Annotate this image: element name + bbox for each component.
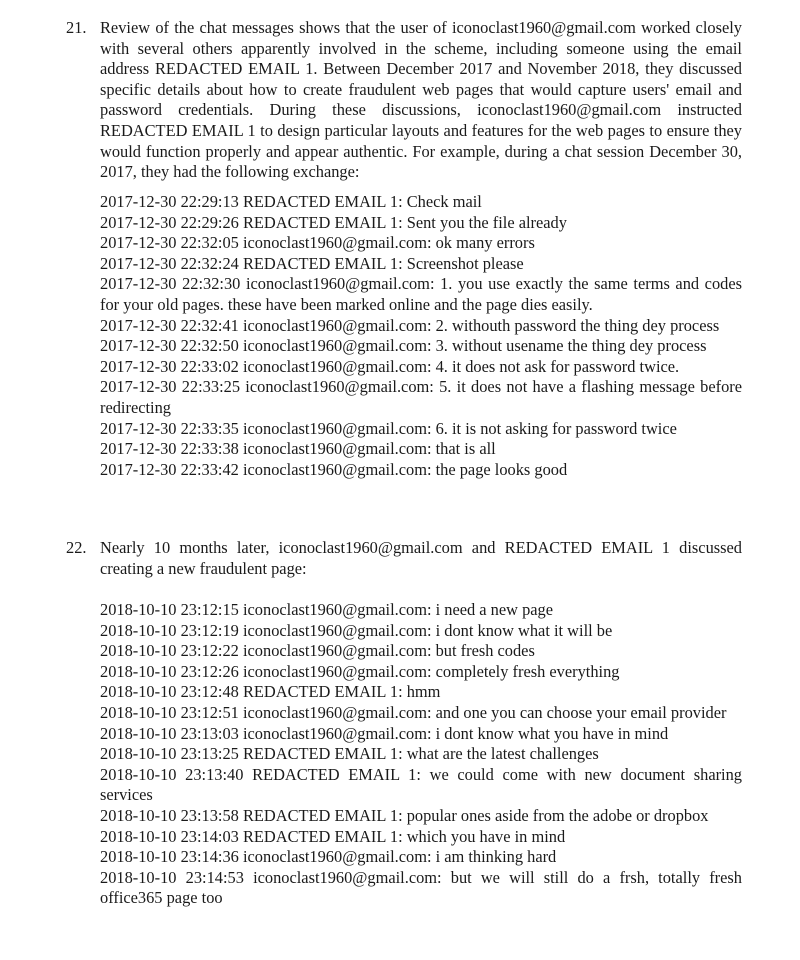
message-sender: REDACTED EMAIL 1: [242, 826, 399, 846]
message-text: that is all: [435, 439, 496, 459]
message-text: i am thinking hard: [435, 847, 557, 867]
message-timestamp: 2017-12-30 22:29:26: [100, 212, 239, 232]
chat-message: 2018-10-10 23:12:48 REDACTED EMAIL 1: hmm: [100, 682, 441, 702]
chat-message: 2018-10-10 23:14:36 iconoclast1960@gmail.com: i am thinking hard: [100, 847, 557, 867]
chat-message: 2018-10-10 23:13:40 REDACTED EMAIL 1: we could come with new document sharing services: [100, 764, 743, 805]
message-sender: iconoclast1960@gmail.com: [242, 439, 427, 459]
message-text: and one you can choose your email provider: [435, 702, 727, 722]
message-timestamp: 2017-12-30 22:33:02: [100, 356, 239, 376]
paragraph-21: [66, 18, 742, 183]
chat-message: 2017-12-30 22:33:35 iconoclast1960@gmail.com: 6. it is not asking for password twice: [100, 418, 677, 438]
message-sender: iconoclast1960@gmail.com: [242, 356, 427, 376]
message-text: i dont know what you have in mind: [435, 723, 669, 743]
chat-message: 2017-12-30 22:33:42 iconoclast1960@gmail.com: the page looks good: [100, 459, 568, 479]
chat-message: 2017-12-30 22:32:30 iconoclast1960@gmail.com: 1. you use exactly the same terms and codes for your old pages. these have been marked online and the page dies easily.: [100, 274, 742, 314]
message-sender: REDACTED EMAIL 1: [242, 192, 399, 211]
paragraph-22: [66, 538, 742, 579]
paragraph-number: 21.: [66, 18, 87, 37]
message-text: ok many errors: [435, 233, 535, 253]
message-text: i dont know what it will be: [435, 620, 613, 640]
chat-message: 2017-12-30 22:29:26 REDACTED EMAIL 1: Sent you the file already: [100, 212, 567, 232]
message-text: i need a new page: [435, 600, 554, 619]
message-text: 2. withouth password the thing dey process: [435, 315, 720, 335]
chat-message: 2018-10-10 23:12:19 iconoclast1960@gmail.com: i dont know what it will be: [100, 620, 613, 640]
message-sender: REDACTED EMAIL 1: [242, 253, 399, 273]
message-sender: iconoclast1960@gmail.com: [242, 233, 427, 253]
message-timestamp: 2018-10-10 23:13:25: [100, 744, 239, 764]
message-timestamp: 2017-12-30 22:32:30: [100, 274, 241, 294]
message-sender: REDACTED EMAIL 1: [252, 764, 417, 784]
chat-message: 2017-12-30 22:32:50 iconoclast1960@gmail.com: 3. without usename the thing dey process: [100, 336, 707, 356]
message-text: 4. it does not ask for password twice.: [435, 356, 680, 376]
chat-message: 2018-10-10 23:14:03 REDACTED EMAIL 1: which you have in mind: [100, 826, 566, 846]
paragraph-text: Review of the chat messages shows that the user of iconoclast1960@gmail.com worked closely with several others apparently involved in the scheme, including someone using the email address REDACTED EMAIL 1. Between December 2017 and November 2018, they discussed specific details about how to create fraudulent web pages that would capture users' email and password credentials. During these discussions, iconoclast1960@gmail.com instructed REDACTED EMAIL 1 to design particular layouts and features for the web pages to ensure they would function properly and appear authentic. For example, during a chat session December 30, 2017, they had the following exchange:: [100, 18, 742, 182]
message-sender: REDACTED EMAIL 1: [242, 682, 399, 702]
chat-log-2018: [100, 600, 742, 909]
chat-message: 2017-12-30 22:32:05 iconoclast1960@gmail.com: ok many errors: [100, 233, 535, 253]
message-sender: iconoclast1960@gmail.com: [242, 315, 427, 335]
chat-message: 2017-12-30 22:33:38 iconoclast1960@gmail.com: that is all: [100, 439, 496, 459]
message-text: but fresh codes: [435, 641, 535, 661]
message-timestamp: 2018-10-10 23:12:22: [100, 641, 239, 661]
message-sender: iconoclast1960@gmail.com: [245, 377, 430, 397]
message-text: completely fresh everything: [435, 661, 620, 681]
chat-message: 2017-12-30 22:29:13 REDACTED EMAIL 1: Check mail: [100, 192, 482, 211]
message-text: hmm: [406, 682, 441, 702]
message-text: 1. you use exactly the same terms and codes for your old pages. these have been marked online and the page dies easily.: [100, 274, 742, 314]
message-text: Sent you the file already: [406, 212, 567, 232]
message-sender: iconoclast1960@gmail.com: [242, 702, 427, 722]
message-sender: iconoclast1960@gmail.com: [242, 641, 427, 661]
message-sender: iconoclast1960@gmail.com: [242, 418, 427, 438]
message-sender: REDACTED EMAIL 1: [242, 805, 399, 825]
paragraph-text: Nearly 10 months later, iconoclast1960@gmail.com and REDACTED EMAIL 1 discussed creating a new fraudulent page:: [100, 538, 742, 578]
message-text: which you have in mind: [406, 826, 566, 846]
message-timestamp: 2018-10-10 23:13:03: [100, 723, 239, 743]
message-text: 6. it is not asking for password twice: [435, 418, 677, 438]
chat-message: 2017-12-30 22:33:25 iconoclast1960@gmail.com: 5. it does not have a flashing message before redirecting: [100, 377, 743, 417]
chat-message: 2017-12-30 22:33:02 iconoclast1960@gmail.com: 4. it does not ask for password twice.: [100, 356, 680, 376]
message-timestamp: 2018-10-10 23:14:53: [100, 867, 244, 887]
message-timestamp: 2017-12-30 22:32:41: [100, 315, 239, 335]
message-timestamp: 2018-10-10 23:12:15: [100, 600, 239, 619]
chat-message: 2018-10-10 23:12:22 iconoclast1960@gmail.com: but fresh codes: [100, 641, 535, 661]
chat-message: 2018-10-10 23:13:03 iconoclast1960@gmail.com: i dont know what you have in mind: [100, 723, 669, 743]
chat-message: 2018-10-10 23:12:15 iconoclast1960@gmail.com: i need a new page: [100, 600, 554, 619]
paragraph-number: 22.: [66, 538, 87, 557]
message-sender: iconoclast1960@gmail.com: [242, 336, 427, 356]
message-sender: iconoclast1960@gmail.com: [245, 274, 430, 294]
message-text: Check mail: [406, 192, 482, 211]
message-sender: iconoclast1960@gmail.com: [242, 661, 427, 681]
message-timestamp: 2017-12-30 22:33:25: [100, 377, 241, 397]
message-text: but we will still do a frsh, totally fresh office365 page too: [100, 867, 742, 908]
message-sender: iconoclast1960@gmail.com: [242, 723, 427, 743]
message-timestamp: 2018-10-10 23:12:51: [100, 702, 239, 722]
message-timestamp: 2017-12-30 22:33:42: [100, 459, 239, 479]
message-text: we could come with new document sharing services: [100, 764, 743, 805]
chat-log-2017: [100, 192, 742, 480]
chat-message: 2017-12-30 22:32:41 iconoclast1960@gmail.com: 2. withouth password the thing dey process: [100, 315, 720, 335]
message-sender: iconoclast1960@gmail.com: [242, 847, 427, 867]
message-timestamp: 2018-10-10 23:12:19: [100, 620, 239, 640]
message-timestamp: 2018-10-10 23:13:58: [100, 805, 239, 825]
message-sender: REDACTED EMAIL 1: [242, 212, 399, 232]
chat-message: 2017-12-30 22:32:24 REDACTED EMAIL 1: Screenshot please: [100, 253, 524, 273]
message-timestamp: 2018-10-10 23:14:36: [100, 847, 239, 867]
message-timestamp: 2018-10-10 23:12:48: [100, 682, 239, 702]
message-timestamp: 2017-12-30 22:29:13: [100, 192, 239, 211]
message-text: what are the latest challenges: [406, 744, 599, 764]
message-timestamp: 2018-10-10 23:14:03: [100, 826, 239, 846]
message-text: 3. without usename the thing dey process: [435, 336, 707, 356]
chat-message: 2018-10-10 23:13:25 REDACTED EMAIL 1: what are the latest challenges: [100, 744, 599, 764]
chat-message: 2018-10-10 23:13:58 REDACTED EMAIL 1: popular ones aside from the adobe or dropbox: [100, 805, 709, 825]
message-timestamp: 2017-12-30 22:32:50: [100, 336, 239, 356]
message-sender: iconoclast1960@gmail.com: [242, 600, 427, 619]
message-timestamp: 2017-12-30 22:32:05: [100, 233, 239, 253]
message-text: popular ones aside from the adobe or dropbox: [406, 805, 709, 825]
message-timestamp: 2018-10-10 23:12:26: [100, 661, 239, 681]
message-timestamp: 2017-12-30 22:33:38: [100, 439, 239, 459]
chat-message: 2018-10-10 23:12:51 iconoclast1960@gmail.com: and one you can choose your email provider: [100, 702, 727, 722]
message-text: Screenshot please: [406, 253, 524, 273]
message-sender: iconoclast1960@gmail.com: [253, 867, 438, 887]
message-sender: REDACTED EMAIL 1: [242, 744, 399, 764]
message-text: the page looks good: [435, 459, 568, 479]
message-timestamp: 2017-12-30 22:33:35: [100, 418, 239, 438]
message-timestamp: 2017-12-30 22:32:24: [100, 253, 239, 273]
message-text: 5. it does not have a flashing message before redirecting: [100, 377, 743, 417]
message-timestamp: 2018-10-10 23:13:40: [100, 764, 244, 784]
chat-message: 2018-10-10 23:14:53 iconoclast1960@gmail.com: but we will still do a frsh, totally fresh office365 page too: [100, 867, 742, 908]
message-sender: iconoclast1960@gmail.com: [242, 620, 427, 640]
message-sender: iconoclast1960@gmail.com: [242, 459, 427, 479]
chat-message: 2018-10-10 23:12:26 iconoclast1960@gmail.com: completely fresh everything: [100, 661, 620, 681]
